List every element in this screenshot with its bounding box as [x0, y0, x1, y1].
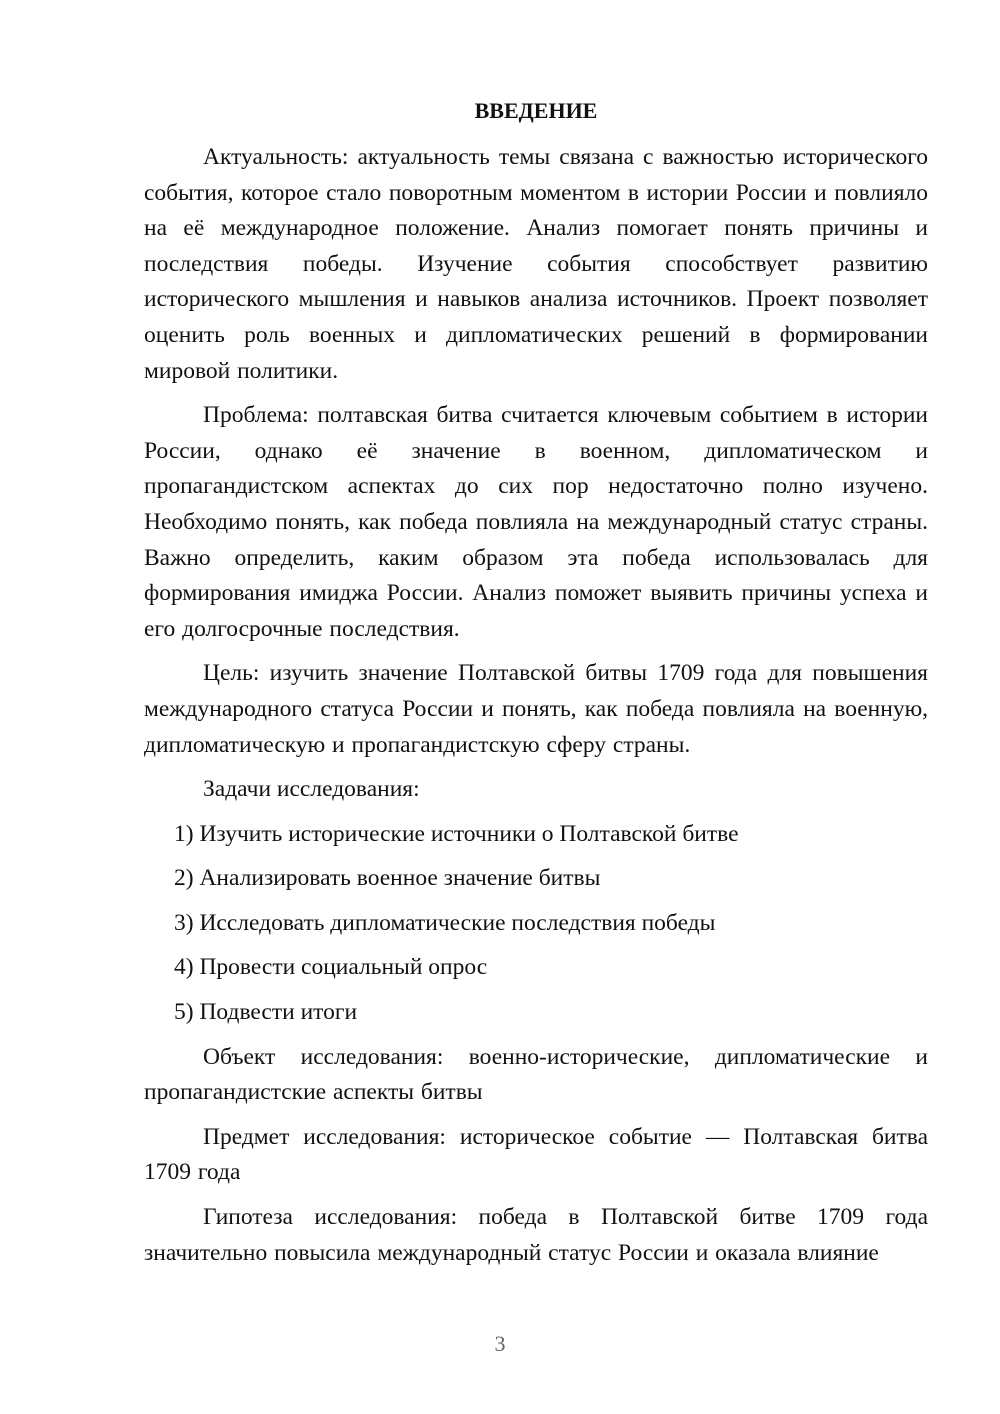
goal-paragraph: Цель: изучить значение Полтавской битвы 1709 года для повышения международного статуса России и понять, как победа повлияла на военную, дипломатическую и пропагандистскую сферу страны.: [144, 660, 928, 758]
task-item: 1) Изучить исторические источники о Полтавской битве: [174, 820, 739, 847]
object-paragraph: Объект исследования: военно-исторические, дипломатические и пропагандистские аспекты битвы: [144, 1043, 928, 1106]
hypothesis-paragraph: Гипотеза исследования: победа в Полтавской битве 1709 года значительно повысила международный статус России и оказала влияние: [144, 1204, 928, 1266]
task-item: 4) Провести социальный опрос: [174, 954, 488, 981]
tasks-heading: Задачи исследования:: [203, 776, 420, 803]
section-title: ВВЕДЕНИЕ: [474, 98, 598, 123]
page-content: [144, 94, 928, 1280]
task-item: 2) Анализировать военное значение битвы: [174, 865, 601, 892]
problem-paragraph: Проблема: полтавская битва считается ключевым событием в истории России, однако её значение в военном, дипломатическом и пропагандистском аспектах до сих пор недостаточно полно изучено. Необходимо понять, как победа повлияла на международный статус страны. Важно определить, каким образом эта победа использовалась для формирования имиджа России. Анализ поможет выявить причины успеха и его долгосрочные последствия.: [144, 402, 928, 642]
page-number: 3: [494, 1331, 506, 1356]
task-item: 5) Подвести итоги: [174, 999, 358, 1026]
subject-paragraph: Предмет исследования: историческое событие — Полтавская битва 1709 года: [144, 1123, 928, 1186]
relevance-paragraph: Актуальность: актуальность темы связана с важностью исторического события, которое стало поворотным моментом в истории России и повлияло на её международное положение. Анализ помогает понять причины и последствия победы. Изучение события способствует развитию исторического мышления и навыков анализа источников. Проект позволяет оценить роль военных и дипломатических решений в формировании мировой политики.: [144, 144, 928, 384]
task-item: 3) Исследовать дипломатические последствия победы: [174, 909, 716, 936]
